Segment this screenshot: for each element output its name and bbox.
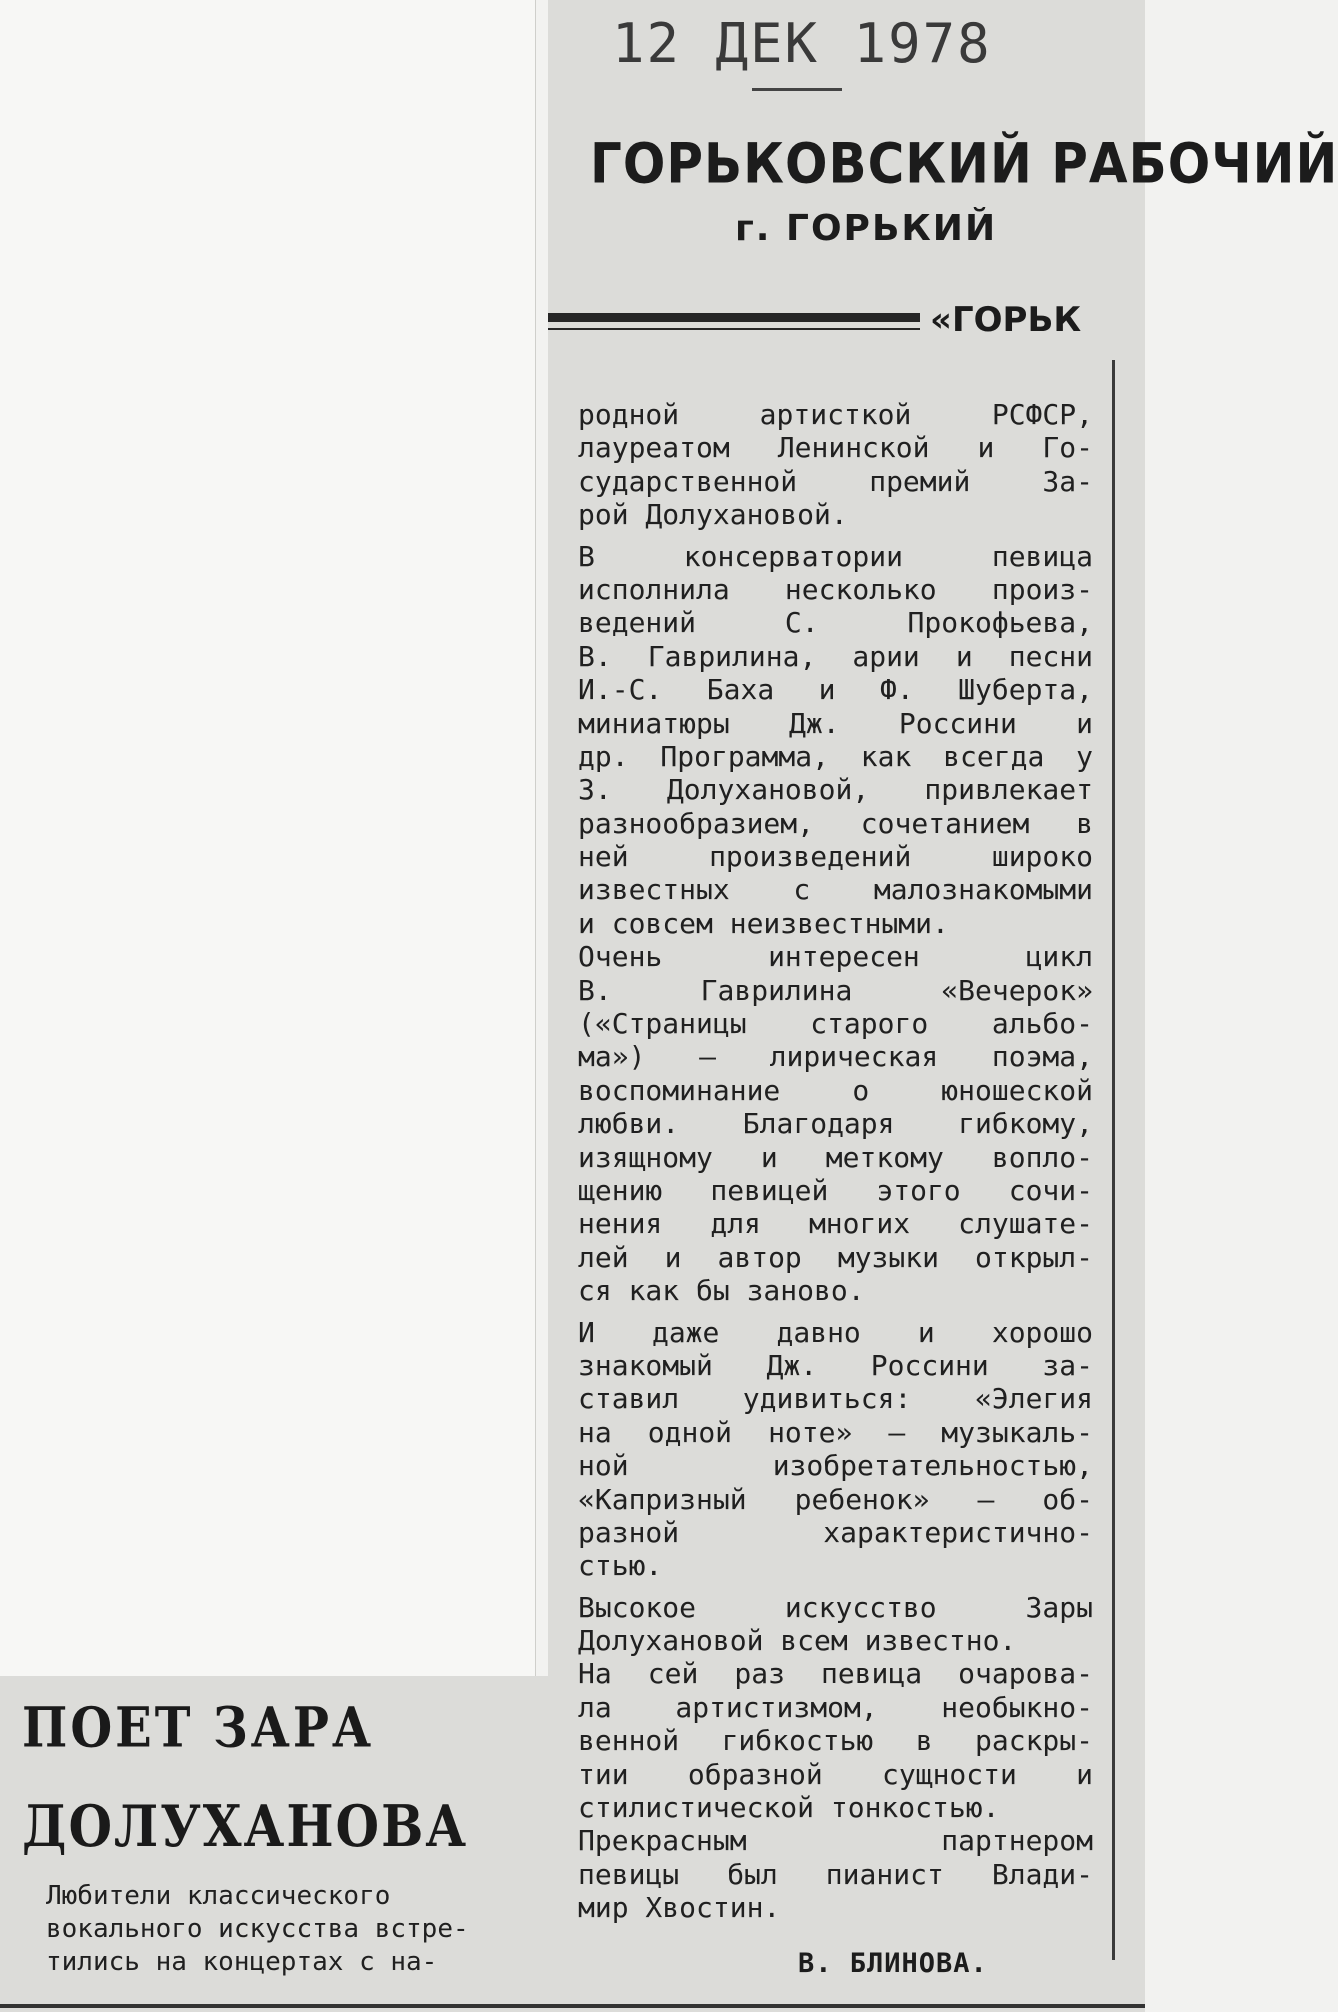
article-body-line: на одной ноте» — музыкаль- <box>578 1415 1093 1449</box>
article-body-line: разной характеристично- <box>578 1515 1093 1549</box>
article-body-line: («Страницы старого альбо- <box>578 1007 1093 1041</box>
article-body-line: И даже давно и хорошо <box>578 1315 1093 1349</box>
article-body-line: миниатюры Дж. Россини и <box>578 706 1093 740</box>
article-body-line: стью. <box>578 1549 663 1583</box>
date-stamp: 12 ДЕК 1978 <box>612 12 992 75</box>
newspaper-masthead: ГОРЬКОВСКИЙ РАБОЧИЙ <box>590 132 1338 196</box>
article-body-line: «Капризный ребенок» — об- <box>578 1482 1093 1516</box>
header-rule-thick <box>548 313 920 322</box>
paragraph-gap <box>578 532 1093 540</box>
article-body-line: В. Гаврилина, арии и песни <box>578 639 1093 673</box>
article-headline-line1: ПОЕТ ЗАРА <box>22 1696 375 1761</box>
article-body-line: знакомый Дж. Россини за- <box>578 1348 1093 1382</box>
article-body-line: щению певицей этого сочи- <box>578 1173 1093 1207</box>
article-body-line: мир Хвостин. <box>578 1891 781 1925</box>
paragraph-gap <box>578 1308 1093 1316</box>
article-headline-line2: ДОЛУХАНОВА <box>22 1792 469 1860</box>
article-body-line: и совсем неизвестными. <box>578 906 949 940</box>
paragraph-gap <box>578 1583 1093 1591</box>
article-signature: В. БЛИНОВА. <box>798 1948 988 1979</box>
article-body-line: исполнила несколько произ- <box>578 572 1093 606</box>
article-body-line: Долухановой всем известно. <box>578 1624 1017 1658</box>
article-body-line: На сей раз певица очарова- <box>578 1657 1093 1691</box>
article-body-line: Очень интересен цикл <box>578 940 1093 974</box>
article-body-line: разнообразием, сочетанием в <box>578 806 1093 840</box>
article-body-line: З. Долухановой, привлекает <box>578 773 1093 807</box>
article-body-line: стилистической тонкостью. <box>578 1791 1000 1825</box>
date-stamp-underline <box>752 88 842 91</box>
article-body-line: лей и автор музыки открыл- <box>578 1240 1093 1274</box>
column-rule <box>1112 360 1115 1960</box>
article-lead <box>46 1880 536 1979</box>
article-body-line: ла артистизмом, необыкно- <box>578 1690 1093 1724</box>
article-body <box>578 398 1093 1925</box>
blank-paper-area <box>0 0 536 1680</box>
article-body-line: ся как бы заново. <box>578 1274 865 1308</box>
article-body-line: ставил удивиться: «Элегия <box>578 1382 1093 1416</box>
article-lead-line: Любители классического <box>46 1881 391 1911</box>
newspaper-city: г. ГОРЬКИЙ <box>735 208 998 249</box>
article-body-line: рой Долухановой. <box>578 498 848 532</box>
article-body-line: венной гибкостью в раскры- <box>578 1724 1093 1758</box>
article-body-line: Прекрасным партнером <box>578 1824 1093 1858</box>
article-body-line: ма») — лирическая поэма, <box>578 1040 1093 1074</box>
article-body-line: певицы был пианист Влади- <box>578 1857 1093 1891</box>
article-body-line: Высокое искусство Зары <box>578 1590 1093 1624</box>
article-body-line: родной артисткой РСФСР, <box>578 398 1093 431</box>
article-body-line: ной изобретательностью, <box>578 1449 1093 1483</box>
article-body-line: И.-С. Баха и Ф. Шуберта, <box>578 673 1093 707</box>
article-body-line: известных с малознакомыми <box>578 873 1093 907</box>
article-body-line: др. Программа, как всегда у <box>578 739 1093 773</box>
article-lead-line: тились на концертах с на- <box>46 1947 438 1977</box>
article-body-line: любви. Благодаря гибкому, <box>578 1107 1093 1141</box>
bottom-rule <box>0 2004 1145 2008</box>
article-body-line: нения для многих слушате- <box>578 1207 1093 1241</box>
article-body-line: изящному и меткому вопло- <box>578 1140 1093 1174</box>
header-rule-thin <box>548 328 920 330</box>
article-body-line: лауреатом Ленинской и Го- <box>578 431 1093 465</box>
article-body-line: сударственной премий За- <box>578 464 1093 498</box>
article-body-line: воспоминание о юношеской <box>578 1073 1093 1107</box>
article-lead-line: вокального искусства встре- <box>46 1914 469 1944</box>
article-body-line: В. Гаврилина «Вечерок» <box>578 973 1093 1007</box>
article-body-line: ведений С. Прокофьева, <box>578 606 1093 640</box>
article-body-line: ней произведений широко <box>578 840 1093 874</box>
article-body-line: тии образной сущности и <box>578 1757 1093 1791</box>
article-body-line: В консерватории певица <box>578 539 1093 573</box>
header-fragment: «ГОРЬК <box>930 300 1082 340</box>
